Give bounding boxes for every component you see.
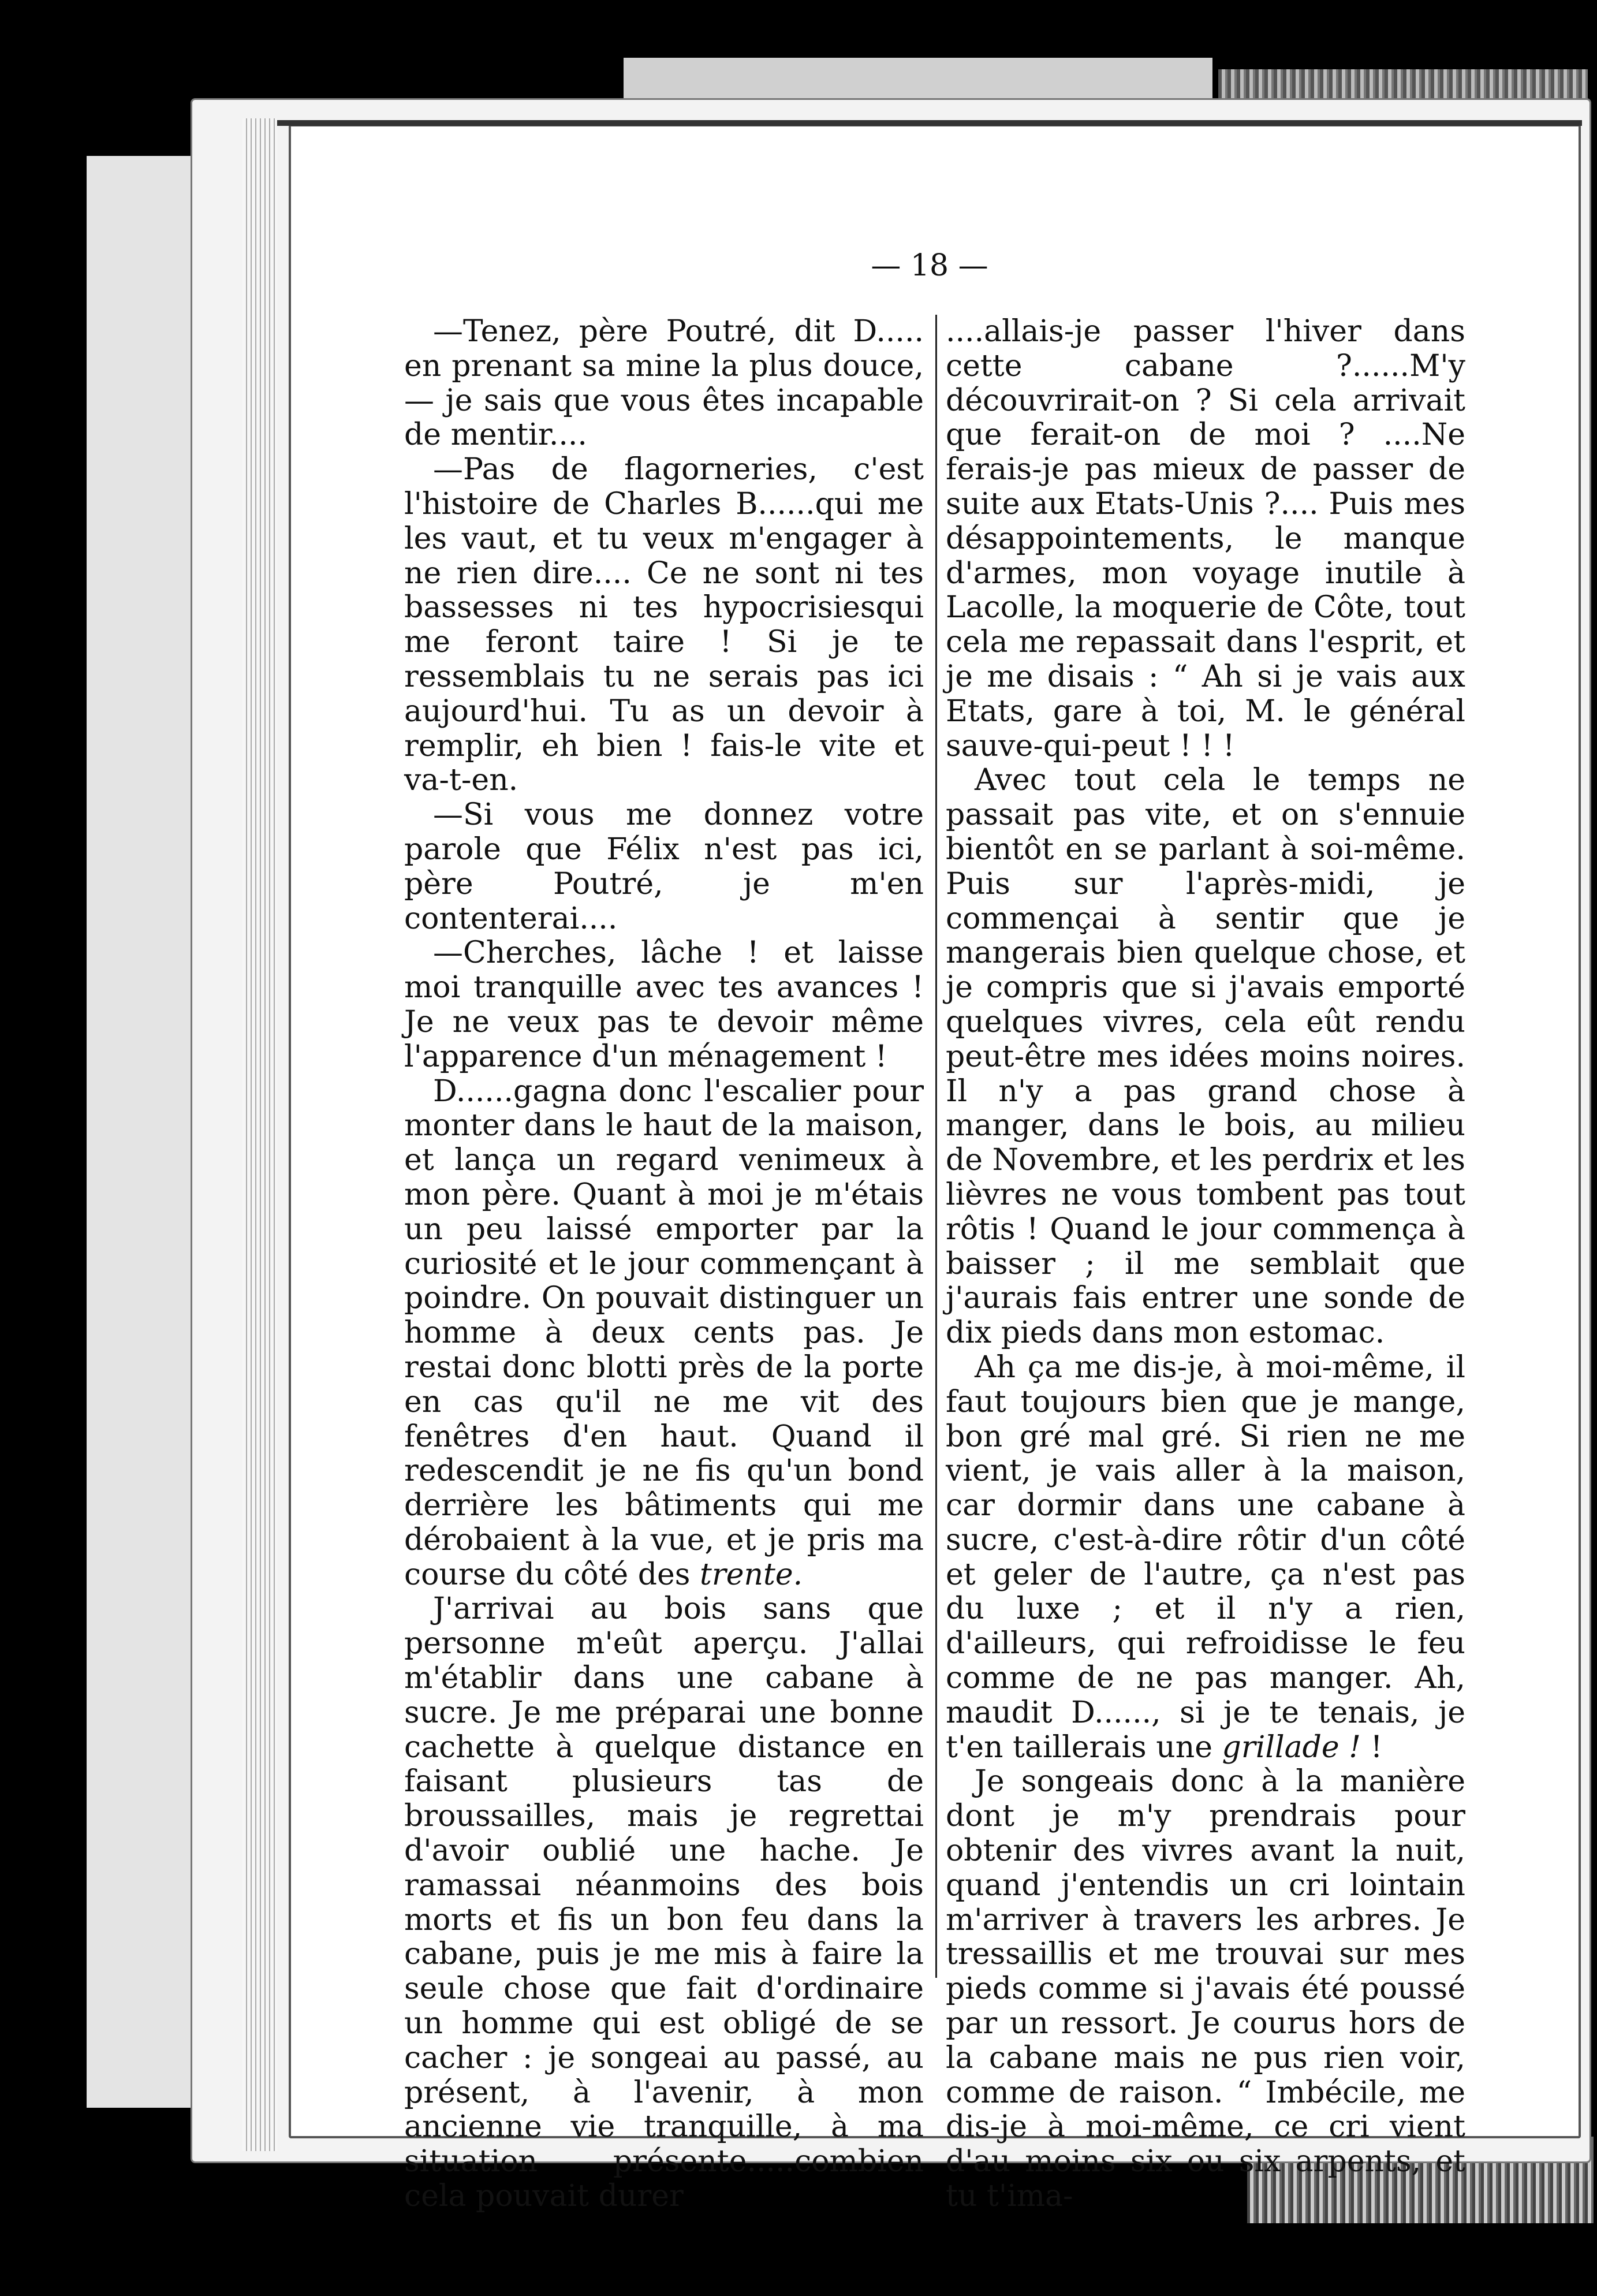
page-number: — 18 — xyxy=(871,248,988,283)
page-stack-edge xyxy=(242,118,277,2151)
paragraph-text: ! xyxy=(1361,1730,1383,1765)
italic-word: grillade ! xyxy=(1222,1730,1361,1765)
paragraph: —Si vous me donnez votre parole que Félix n'est pas ici, père Poutré, je m'en contenterai.... xyxy=(404,797,924,936)
column-divider xyxy=(935,315,937,1978)
paragraph: Avec tout cela le temps ne passait pas vite, et on s'ennuie bientôt en se parlant à soi-même. Puis sur l'après-midi, je commençai à sentir que je mangerais bien quelque chose, et je compris que si j'avais emporté quelques vivres, cela eût rendu peut-être mes idées moins noires. Il n'y a pas grand chose à manger, dans le bois, au milieu de Novembre, et les perdrix et les lièvres ne vous tombent pas tout rôtis ! Quand le jour commença à baisser ; il me semblait que j'aurais fais entrer une sonde de dix pieds dans mon estomac. xyxy=(946,763,1465,1351)
italic-word: trente. xyxy=(699,1557,803,1592)
paragraph: J'arrivai au bois sans que personne m'eût aperçu. J'allai m'établir dans une cabane à sucre. Je me préparai une bonne cachette à quelque distance en faisant plusieurs tas de broussailles, mais je regrettai d'avoir oublié une hache. Je ramassai néanmoins des bois morts et fis un bon feu dans la cabane, puis je me mis à faire la seule chose que fait d'ordinaire un homme qui est obligé de se cacher : je songeai au passé, au présent, à l'avenir, à mon ancienne vie tranquille, à ma situation présente.....combien cela pouvait durer xyxy=(404,1591,924,2214)
paragraph xyxy=(404,1075,924,1593)
paragraph: ....allais-je passer l'hiver dans cette cabane ?......M'y découvrirait-on ? Si cela arrivait que ferait-on de moi ? ....Ne ferais-je pas mieux de passer de suite aux Etats-Unis ?.... Puis mes désappointements, le manque d'armes, mon voyage inutile à Lacolle, la moquerie de Côte, tout cela me repassait dans l'esprit, et je me disais : “ Ah si je vais aux Etats, gare à toi, M. le général sauve-qui-peut ! ! ! xyxy=(946,314,1465,763)
paragraph: Je songeais donc à la manière dont je m'y prendrais pour obtenir des vivres avant la nuit, quand j'entendis un cri lointain m'arriver à travers les arbres. Je tressaillis et me trouvai sur mes pieds comme si j'avais été poussé par un ressort. Je courus hors de la cabane mais ne pus rien voir, comme de raison. “ Imbécile, me dis-je à moi-même, ce cri vient d'au moins six ou six arpents, et tu t'ima- xyxy=(946,1764,1465,2214)
paragraph xyxy=(946,1351,1465,1765)
text-column-right xyxy=(946,315,1465,2214)
page-top-border xyxy=(277,120,1582,126)
paragraph-text: Ah ça me dis-je, à moi-même, il faut toujours bien que je mange, bon gré mal gré. Si rien ne me vient, je vais aller à la maison, car dormir dans une cabane à sucre, c'est-à-dire rôtir d'un côté et geler de l'autre, ça n'est pas du luxe ; et il n'y a rien, d'ailleurs, qui refroidisse le feu comme de ne pas manger. Ah, maudit D......, si je te tenais, je t'en taillerais une xyxy=(946,1350,1465,1765)
text-column-left xyxy=(404,315,924,2214)
paragraph-text: D......gagna donc l'escalier pour monter dans le haut de la maison, et lança un regard venimeux à mon père. Quant à moi je m'étais un peu laissé emporter par la curiosité et le jour commençant à poindre. On pouvait distinguer un homme à deux cents pas. Je restai donc blotti près de la porte en cas qu'il ne me vit des fenêtres d'en haut. Quand il redescendit je ne fis qu'un bond derrière les bâtiments qui me dérobaient à la vue, et je pris ma course du côté des xyxy=(404,1074,924,1592)
scan-top-strip xyxy=(624,58,1212,102)
paragraph: —Tenez, père Poutré, dit D..... en prenant sa mine la plus douce,— je sais que vous êtes incapable de mentir.... xyxy=(404,314,924,453)
paragraph: —Cherches, lâche ! et laisse moi tranquille avec tes avances ! Je ne veux pas te devoir même l'apparence d'un ménagement ! xyxy=(404,935,924,1074)
paragraph: —Pas de flagorneries, c'est l'histoire de Charles B......qui me les vaut, et tu veux m'engager à ne rien dire.... Ce ne sont ni tes bassesses ni tes hypocrisiesqui me feront taire ! Si je te ressemblais tu ne serais pas ici aujourd'hui. Tu as un devoir à remplir, eh bien ! fais-le vite et va-t-en. xyxy=(404,452,924,798)
